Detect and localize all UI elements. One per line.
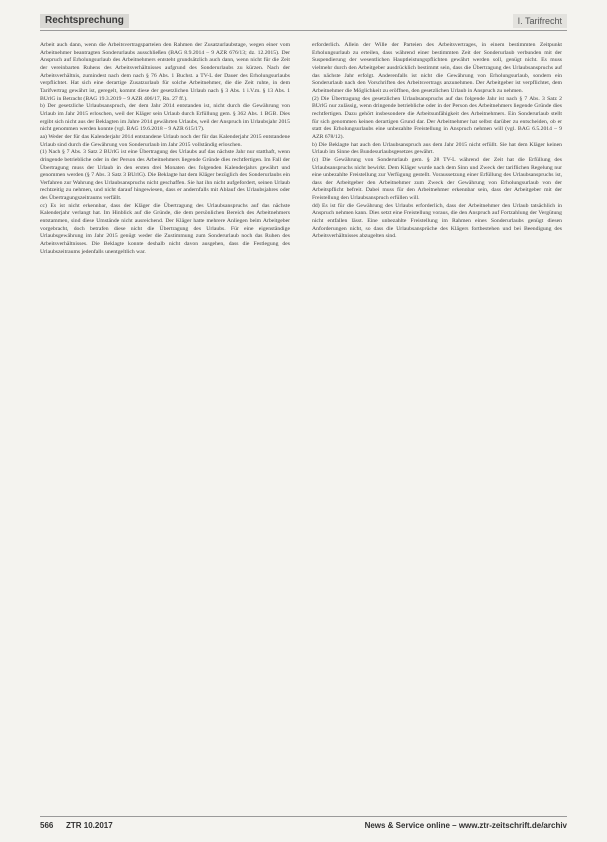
paragraph: b) Der gesetzliche Urlaubsanspruch, der dem Jahr 2014 entstanden ist, nicht durch die Gewährung von Urlaub im Jahr 2015 erloschen, weil der Kläger sein Urlaub durch Erfüllung gem. § 362 Abs. 1 BGB. Dies ergibt sich nicht aus der Beklagten im Jahre 2014 gewährten Urlaubs, weil der Anspruch im Urlaubsjahr 2015 nicht genommen werden konnte (vgl. BAG 19.6.2018 – 9 AZR 615/17). <box>40 103 290 133</box>
paragraph: (1) Nach § 7 Abs. 3 Satz 2 BUrlG ist eine Übertragung des Urlaubs auf das nächste Jahr nur statthaft, wenn dringende betriebliche oder in der Person des Arbeitnehmers liegende Gründe dies rechtfertigen. Im Fall der Übertragung muss der Urlaub in den ersten drei Monaten des folgenden Kalenderjahrs gewährt und genommen werden (§ 7 Abs. 3 Satz 3 BUrlG). Die Beklagte hat dem Kläger bezüglich des Sonderurlaubs ein Verfahren zur Wahrung des Urlaubsanspruchs nicht geschaffen. Sie hat ihn nicht aufgefordert, seinen Urlaub rechtzeitig zu nehmen, und nicht darauf hingewiesen, dass er andernfalls mit Ablauf des Urlaubsjahres oder des Übertragungszeitraums verfällt. <box>40 149 290 202</box>
text-column-left <box>40 42 290 810</box>
section-subtitle: I. Tarifrecht <box>513 14 567 28</box>
journal-issue: ZTR 10.2017 <box>66 821 113 830</box>
page-header <box>40 14 567 31</box>
page-number: 566 <box>40 821 54 830</box>
paragraph: erforderlich. Allein der Wille der Parteien des Arbeitsvertrages, in einem bestimmten Zeitpunkt Erholungsurlaub zu erteilen, dass während einer bestimmten Zeit der Sonderurlaub verbunden mit der Suspendierung der wesentlichen Hauptleistungspflichten gewährt werden soll, genügt nicht. Es muss vielmehr durch den Arbeitgeber ausdrücklich bestimmt sein, dass die Übertragung des Urlaubsanspruchs auf das nächste Jahr erfolgt. Anderenfalls ist nicht die Gewährung von Erholungsurlaub, sondern ein Sonderurlaub nach den Vorschriften des Arbeitsvertrags anzunehmen. Der Arbeitgeber ist verpflichtet, dem Arbeitnehmer die Möglichkeit zu eröffnen, den gesetzlichen Urlaub in Anspruch zu nehmen. <box>312 42 562 94</box>
footer-website[interactable]: News & Service online – www.ztr-zeitschrift.de/archiv <box>364 821 567 830</box>
paragraph: aa) Weder der für das Kalenderjahr 2014 entstandene Urlaub noch der für das Kalenderjahr 2015 entstandene Urlaub sind durch die Gewährung von Sonderurlaub im Jahr 2015 vollständig erloschen. <box>40 133 290 148</box>
paragraph: (2) Die Übertragung des gesetzlichen Urlaubsanspruchs auf das folgende Jahr ist nach § 7 Abs. 3 Satz 2 BUrlG nur zulässig, wenn dringende betriebliche oder in der Person des Arbeitnehmers liegende Gründe dies rechtfertigen. Dazu gehört insbesondere die Arbeitsunfähigkeit des Arbeitnehmers. Ein Sonderurlaub stellt für sich genommen keinen derartigen Grund dar. Der Arbeitnehmer hat selbst darüber zu entscheiden, ob er statt des Erholungsurlaubs eine unbezahlte Freistellung in Anspruch nehmen will (vgl. BAG 6.5.2014 – 9 AZR 678/12). <box>312 95 562 140</box>
paragraph: Arbeit auch dann, wenn die Arbeitsvertragsparteien den Rahmen der Zusatzurlaubstage, wegen einer vom Arbeitnehmer beantragten Sonderurlaubs ausschließen (BAG 8.9.2014 – 9 AZR 676/13; dz. 12.2015). Der Anspruch auf Erholungsurlaub des Arbeitnehmers entsteht grundsätzlich auch dann, wenn nicht für die Zeit der vereinbarten Ruhens des Arbeitsverhältnisses aufgrund des Sonderurlaubs zu kürzen. Nach der Arbeitsverhältnis, zumindest nach dem nach § 76 Abs. 1 Buchst. a TV-L der Dauer des Erholungsurlaubs verpflichtet. Hat sich eine derartige Zusatzurlaub für solche Arbeitnehmer, die die Zeit ruhte, in dem Tarifvertrag gewährt ist, geregelt, kommt diese der gesetzlichen Urlaub nach § 3 Abs. 1 i.V.m. § 13 Abs. 1 BUrlG in Betracht (BAG 19.3.2019 – 9 AZR 406/17, Rn. 27 ff.). <box>40 42 290 102</box>
paragraph: b) Die Beklagte hat auch den Urlaubsanspruch aus dem Jahr 2015 nicht erfüllt. Sie hat dem Kläger keinen Urlaub im Sinne des Bundesurlaubsgesetzes gewährt. <box>312 141 562 156</box>
page-footer <box>40 816 567 831</box>
paragraph: (c) Die Gewährung von Sonderurlaub gem. § 28 TV-L während der Zeit hat die Erfüllung des Urlaubsanspruchs nicht bewirkt. Dem Kläger wurde nach dem Sinn und Zweck der tariflichen Regelung nur eine unbezahlte Freistellung zur Verfügung gestellt. Voraussetzung einer Erfüllung des Urlaubsanspruchs ist, dass der Arbeitgeber den Arbeitnehmer zum Zweck der Gewährung von Erholungsurlaub von der Arbeitspflicht befreit. Dabei muss für den Arbeitnehmer erkennbar sein, dass der Arbeitgeber mit der Freistellung den Urlaubsanspruch erfüllen will. <box>312 156 562 202</box>
paragraph: dd) Es ist für die Gewährung des Urlaubs erforderlich, dass der Arbeitnehmer den Urlaub tatsächlich in Anspruch nehmen kann. Dies setzt eine Freistellung voraus, die den Anspruch auf Fortzahlung der Vergütung nicht entfallen lässt. Eine unbezahlte Freistellung im Rahmen eines Sonderurlaubs genügt diesen Anforderungen nicht, so dass die Urlaubsansprüche des Klägers fortbestehen und bei Beendigung des Arbeitsverhältnisses abzugelten sind. <box>312 202 562 240</box>
text-column-right <box>312 42 562 810</box>
section-title: Rechtsprechung <box>40 14 129 28</box>
paragraph: cc) Es ist nicht erkennbar, dass der Kläger die Übertragung des Urlaubsanspruchs auf das nächste Kalenderjahr verlangt hat. Im Hinblick auf die Gründe, die dem persönlichen Bereich des Arbeitnehmers entstammen, sind diese Umstände nicht ausreichend. Der Kläger hatte mehrere Anliegen beim Arbeitgeber vorgebracht, doch betrafen diese nicht die Übertragung des Urlaubs. Für eine eigenständige Urlaubsgewährung im Jahr 2015 genügt weder die Zustimmung zum Sonderurlaub noch das Ruhen des Arbeitsverhältnisses. Die Beklagte konnte deshalb nicht davon ausgehen, dass die Festlegung des Urlaubszeitraums jedenfalls unentgeltlich war. <box>40 202 290 255</box>
